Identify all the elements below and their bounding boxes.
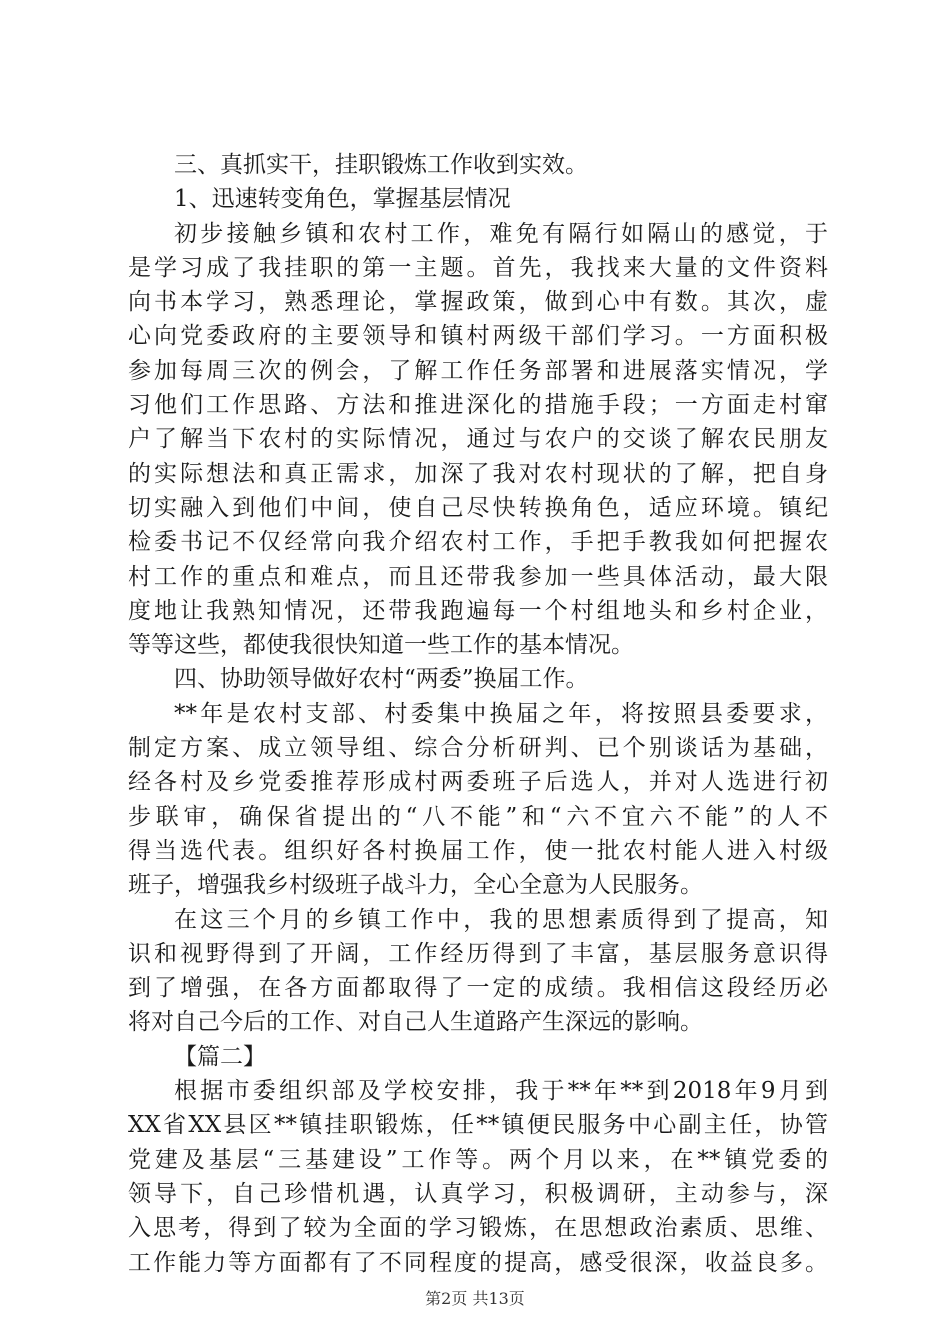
paragraph-line: 领导下，自己珍惜机遇，认真学习，积极调研，主动参与，深 [128,1180,828,1207]
paragraph-line: 党建及基层“三基建设”工作等。两个月以来，在**镇党委的 [128,1146,828,1173]
paragraph-line: 步联审，确保省提出的“八不能”和“六不宜六不能”的人不 [128,803,828,830]
paragraph-line: 是学习成了我挂职的第一主题。首先，我找来大量的文件资料 [128,254,828,281]
paragraph-line: 的实际想法和真正需求，加深了我对农村现状的了解，把自身 [128,460,828,487]
paragraph-line: 识和视野得到了开阔，工作经历得到了丰富，基层服务意识得 [128,940,828,967]
paragraph-line: 向书本学习，熟悉理论，掌握政策，做到心中有数。其次，虚 [128,289,828,316]
subsection-heading-1: 1、迅速转变角色，掌握基层情况 [174,186,511,213]
paragraph-line: 得当选代表。组织好各村换届工作，使一批农村能人进入村级 [128,837,828,864]
paragraph-line: 初步接触乡镇和农村工作，难免有隔行如隔山的感觉，于 [174,220,828,247]
paragraph-line: 习他们工作思路、方法和推进深化的措施手段；一方面走村窜 [128,392,828,419]
paragraph-line: 等等这些，都使我很快知道一些工作的基本情况。 [128,632,634,659]
paragraph-line: 度地让我熟知情况，还带我跑遍每一个村组地头和乡村企业， [128,597,828,624]
paragraph-line: XX省XX县区**镇挂职锻炼，任**镇便民服务中心副主任，协管 [128,1112,828,1139]
paragraph-line: **年是农村支部、村委集中换届之年，将按照县委要求， [174,700,828,727]
paragraph-line: 经各村及乡党委推荐形成村两委班子后选人，并对人选进行初 [128,769,828,796]
part-heading: 【篇二】 [174,1043,266,1070]
section-heading-3: 三、真抓实干，挂职锻炼工作收到实效。 [174,152,588,178]
paragraph-line: 心向党委政府的主要领导和镇村两级干部们学习。一方面积极 [128,323,828,350]
document-body [128,148,828,1280]
paragraph-line: 到了增强，在各方面都取得了一定的成绩。我相信这段经历必 [128,975,828,1002]
paragraph-line: 制定方案、成立领导组、综合分析研判、已个别谈话为基础， [128,735,828,762]
paragraph-line: 班子，增强我乡村级班子战斗力，全心全意为人民服务。 [128,872,703,899]
paragraph-line: 在这三个月的乡镇工作中，我的思想素质得到了提高，知 [174,906,828,933]
paragraph-line: 工作能力等方面都有了不同程度的提高，感受很深，收益良多。 [128,1249,828,1276]
paragraph-line: 户了解当下农村的实际情况，通过与农户的交谈了解农民朋友 [128,426,828,453]
page-number: 第2页 共13页 [425,1289,525,1308]
section-heading-4: 四、协助领导做好农村“两委”换届工作。 [174,666,589,693]
paragraph-line: 检委书记不仅经常向我介绍农村工作，手把手教我如何把握农 [128,529,828,556]
paragraph-line: 将对自己今后的工作、对自己人生道路产生深远的影响。 [128,1009,703,1036]
paragraph-line: 村工作的重点和难点，而且还带我参加一些具体活动，最大限 [128,563,828,590]
paragraph-line: 切实融入到他们中间，使自己尽快转换角色，适应环境。镇纪 [128,494,828,521]
paragraph-line: 根据市委组织部及学校安排，我于**年**到2018年9月到 [174,1078,828,1105]
paragraph-line: 入思考，得到了较为全面的学习锻炼，在思想政治素质、思维、 [128,1215,828,1242]
paragraph-line: 参加每周三次的例会，了解工作任务部署和进展落实情况，学 [128,357,828,384]
